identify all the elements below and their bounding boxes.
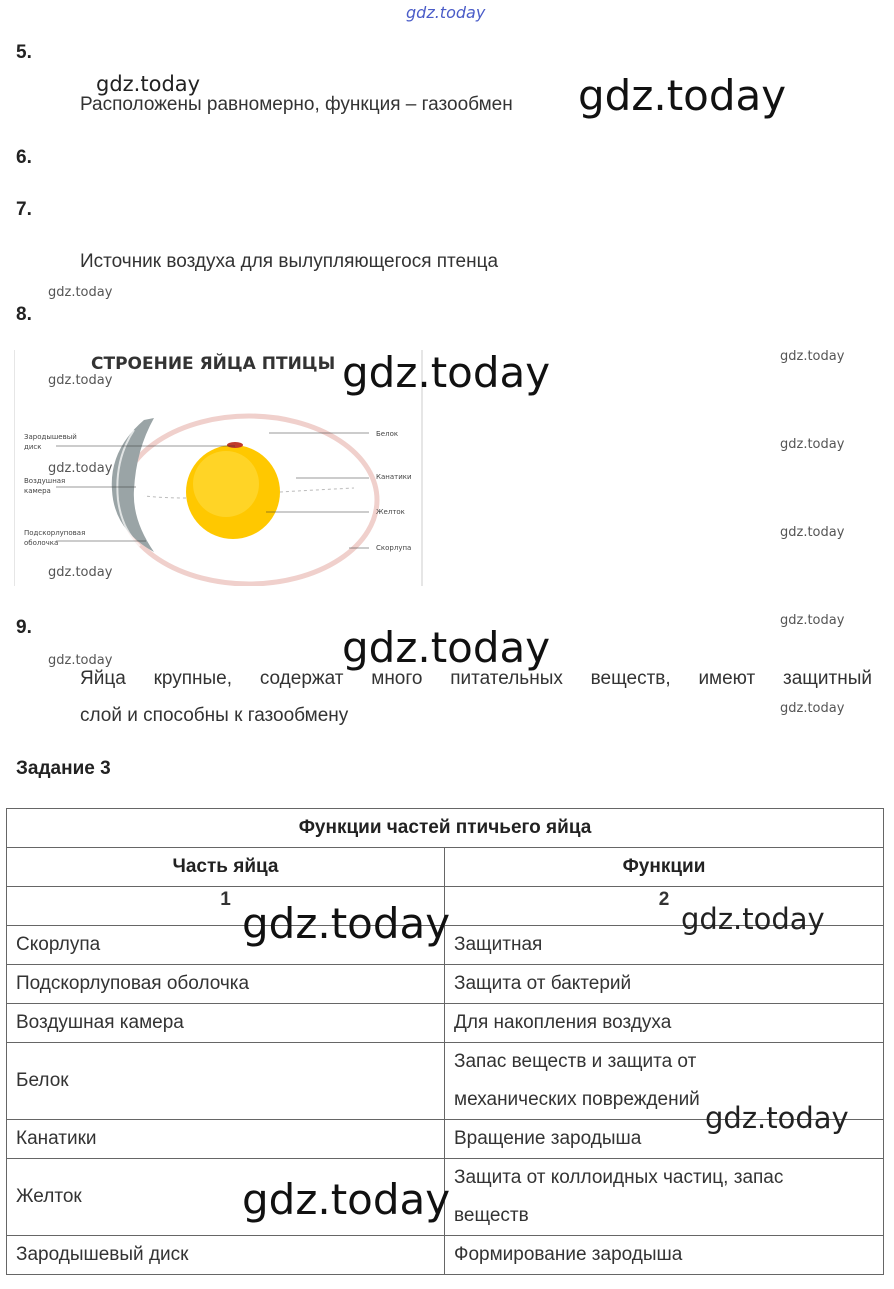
table-row — [7, 1004, 884, 1043]
col-number-1: 1 — [7, 887, 445, 926]
watermark: gdz.today — [96, 72, 201, 96]
germinal-disc — [227, 442, 243, 448]
watermark-large: gdz.today — [242, 1175, 451, 1224]
watermark-large: gdz.today — [578, 71, 787, 120]
col-header-part: Часть яйца — [7, 848, 445, 887]
table-row — [7, 965, 884, 1004]
function-cell — [445, 1159, 884, 1236]
watermark: gdz.today — [705, 1101, 849, 1135]
function-line-1: Запас веществ и защита от — [454, 1051, 697, 1072]
label-germinal-disc-2: диск — [24, 443, 42, 451]
function-line-2: веществ — [454, 1205, 529, 1226]
item-number-6: 6. — [16, 147, 32, 168]
item-number-5: 5. — [16, 42, 32, 63]
col-header-function: Функции — [445, 848, 884, 887]
watermark-large: gdz.today — [342, 348, 551, 397]
label-shell: Скорлупа — [376, 544, 412, 552]
label-yolk: Желток — [376, 508, 405, 516]
col-number-2: 2 — [445, 887, 884, 926]
watermark-small: gdz.today — [780, 701, 845, 716]
watermark-small: gdz.today — [48, 285, 113, 300]
part-cell: Зародышевый диск — [7, 1236, 445, 1275]
part-cell: Белок — [7, 1043, 445, 1120]
label-air-cell-2: камера — [24, 487, 51, 495]
part-cell: Подскорлуповая оболочка — [7, 965, 445, 1004]
watermark-small: gdz.today — [780, 613, 845, 628]
watermark-small: gdz.today — [48, 461, 113, 476]
watermark-small: gdz.today — [48, 653, 113, 668]
item-text-7: Источник воздуха для вылупляющегося птенца — [80, 251, 499, 272]
part-cell: Скорлупа — [7, 926, 445, 965]
label-germinal-disc-1: Зародышевый — [24, 433, 77, 441]
item-number-8: 8. — [16, 304, 32, 325]
diagram-title: СТРОЕНИЕ ЯЙЦА ПТИЦЫ — [91, 354, 336, 374]
watermark-small: gdz.today — [780, 437, 845, 452]
label-shell-membrane-1: Подскорлуповая — [24, 529, 86, 537]
watermark-small: gdz.today — [780, 349, 845, 364]
item-text-5: Расположены равномерно, функция – газообмен — [80, 94, 513, 115]
function-cell: Вращение зародыша — [445, 1120, 884, 1159]
label-air-cell-1: Воздушная — [24, 477, 66, 485]
item-text-9-line2: слой и способны к газообмену — [80, 705, 349, 726]
table-title: Функции частей птичьего яйца — [7, 809, 884, 848]
watermark: gdz.today — [681, 902, 825, 936]
function-line-1: Защита от коллоидных частиц, запас — [454, 1167, 784, 1188]
label-chalazae: Канатики — [376, 473, 412, 481]
part-cell: Канатики — [7, 1120, 445, 1159]
watermark-large: gdz.today — [342, 623, 551, 672]
function-cell: Защита от бактерий — [445, 965, 884, 1004]
label-shell-membrane-2: оболочка — [24, 539, 59, 547]
watermark-small: gdz.today — [48, 565, 113, 580]
function-cell: Для накопления воздуха — [445, 1004, 884, 1043]
item-text-9-line1: Яйца крупные, содержат много питательных веществ, имеют защитный — [80, 668, 872, 689]
table-header-row — [7, 848, 884, 887]
item-number-7: 7. — [16, 199, 32, 220]
function-cell: Формирование зародыша — [445, 1236, 884, 1275]
table-row — [7, 1236, 884, 1275]
task-heading: Задание 3 — [16, 758, 111, 779]
label-albumen: Белок — [376, 430, 399, 438]
part-cell: Желток — [7, 1159, 445, 1236]
table-title-row — [7, 809, 884, 848]
watermark-small: gdz.today — [780, 525, 845, 540]
part-cell: Воздушная камера — [7, 1004, 445, 1043]
watermark-small: gdz.today — [48, 373, 113, 388]
top-watermark: gdz.today — [406, 3, 486, 22]
watermark-large: gdz.today — [242, 899, 451, 948]
item-number-9: 9. — [16, 617, 32, 638]
function-cell: Защитная — [445, 926, 884, 965]
function-line-2: механических повреждений — [454, 1089, 700, 1110]
